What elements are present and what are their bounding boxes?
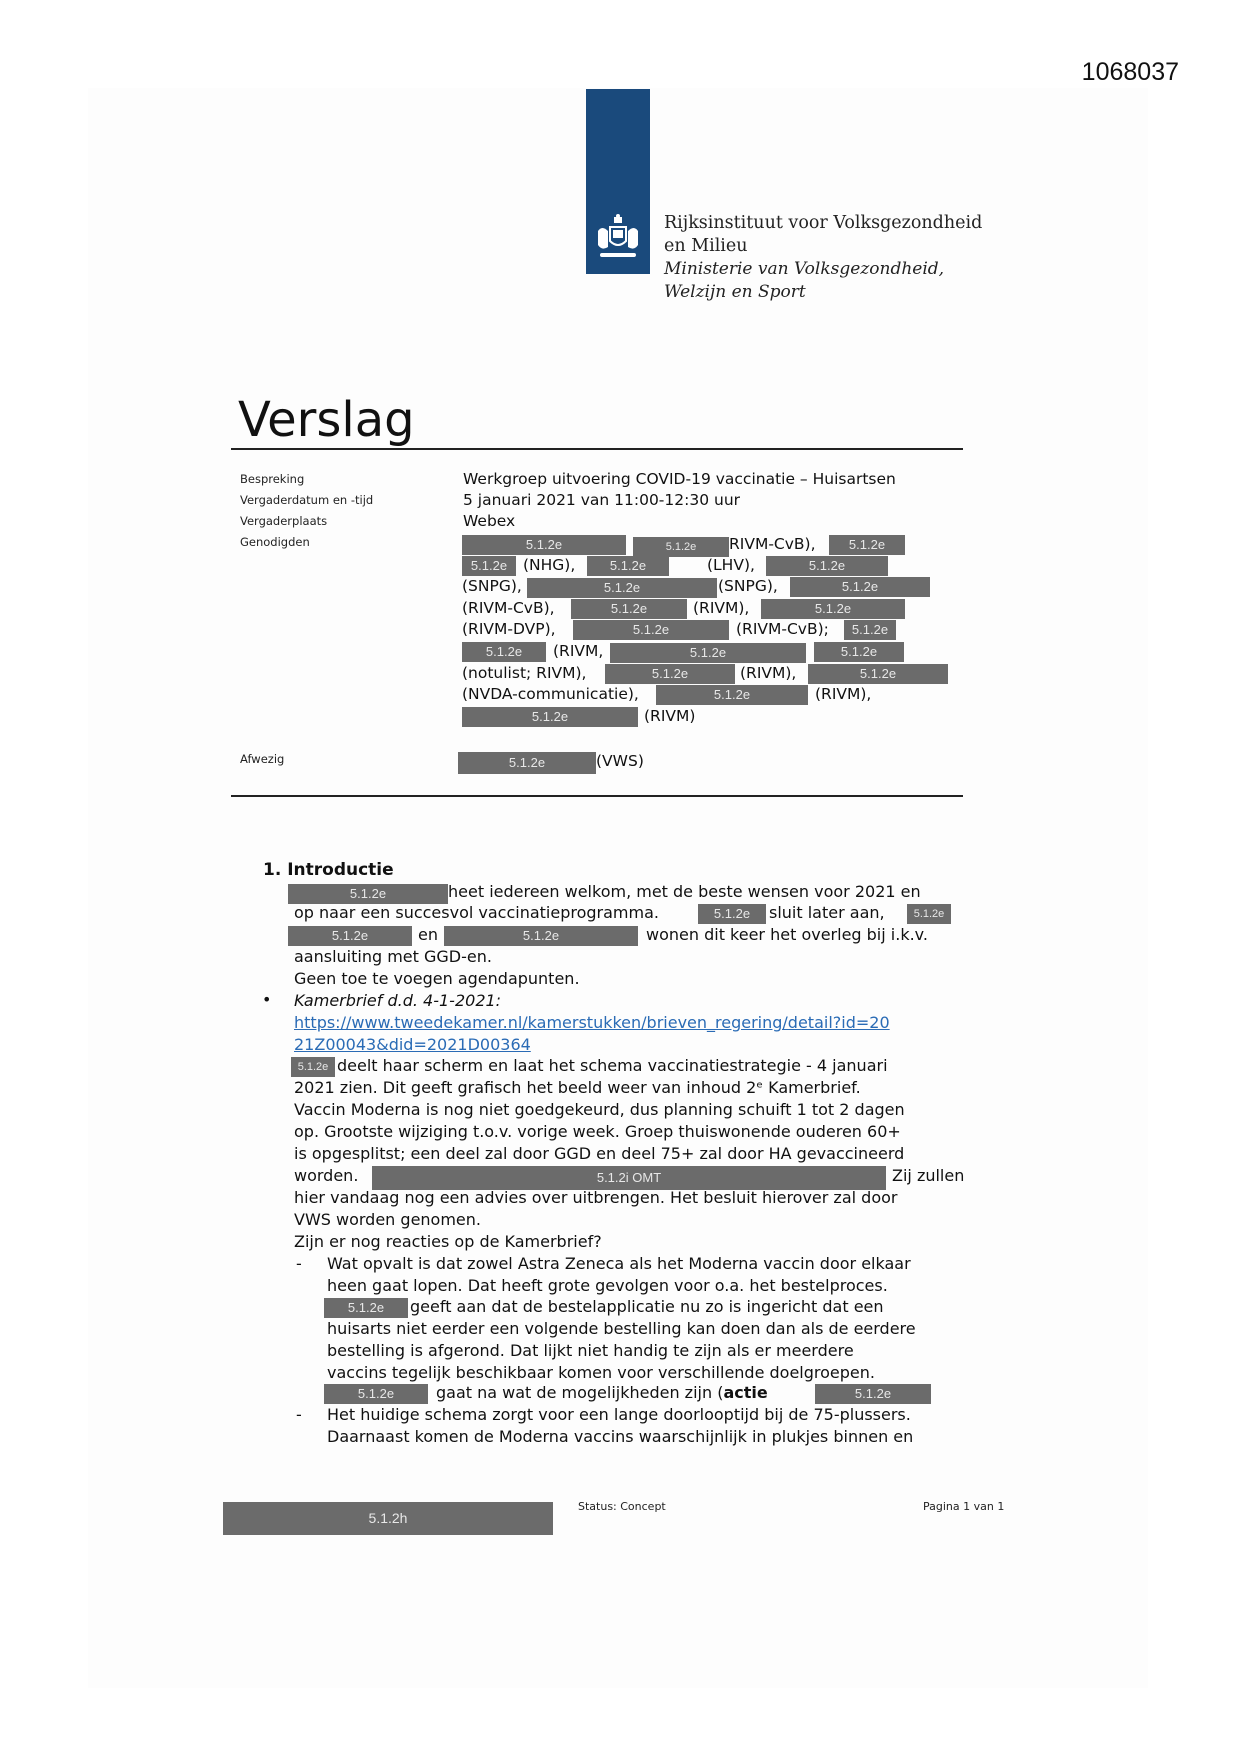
reactie-1-line-6: vaccins tegelijk beschikbaar komen voor verschillende doelgroepen. <box>327 1363 875 1382</box>
genodigde-org: (RIVM), <box>740 664 797 682</box>
genodigde-org: (NHG), <box>523 556 576 574</box>
reactie-2-line-2: Daarnaast komen de Moderna vaccins waarschijnlijk in plukjes binnen en <box>327 1427 914 1446</box>
redaction: 5.1.2e <box>829 535 905 555</box>
reactie-2-line-1: Het huidige schema zorgt voor een lange doorlooptijd bij de 75-plussers. <box>327 1405 911 1424</box>
dash-icon: - <box>296 1254 302 1273</box>
dash-icon: - <box>296 1405 302 1424</box>
kamerbrief-link-line-2[interactable]: 21Z00043&did=2021D00364 <box>294 1035 531 1054</box>
reactie-1-line-7 <box>436 1382 768 1404</box>
kamerbrief-line-4: op. Grootste wijziging t.o.v. vorige week. Groep thuiswonende ouderen 60+ <box>294 1122 901 1141</box>
genodigde-org: RIVM-CvB), <box>729 535 816 553</box>
redaction: 5.1.2e <box>444 926 638 946</box>
status-label: Status: Concept <box>578 1500 666 1513</box>
redaction: 5.1.2e <box>815 1384 931 1404</box>
kamerbrief-line-9: Zijn er nog reacties op de Kamerbrief? <box>294 1232 602 1251</box>
redaction: 5.1.2e <box>324 1384 428 1404</box>
organization-name <box>664 212 982 304</box>
kamerbrief-link-line-1[interactable]: https://www.tweedekamer.nl/kamerstukken/brieven_regering/detail?id=20 <box>294 1013 890 1032</box>
reactie-1-line-1: Wat opvalt is dat zowel Astra Zeneca als het Moderna vaccin door elkaar <box>327 1254 911 1273</box>
redaction: 5.1.2e <box>288 926 412 946</box>
page-title: Verslag <box>238 392 415 448</box>
ministry-line-2: Welzijn en Sport <box>664 282 806 302</box>
genodigde-org: (RIVM-CvB), <box>462 599 555 617</box>
intro-line-5: Geen toe te voegen agendapunten. <box>294 969 580 988</box>
redaction: 5.1.2e <box>527 578 717 598</box>
genodigde-org: (RIVM-CvB); <box>736 620 829 638</box>
kamerbrief-line-2: 2021 zien. Dit geeft grafisch het beeld weer van inhoud 2ᵉ Kamerbrief. <box>294 1078 861 1097</box>
kamerbrief-line-8: VWS worden genomen. <box>294 1210 481 1229</box>
document-id: 1068037 <box>1081 58 1179 86</box>
redaction: 5.1.2e <box>814 642 904 662</box>
title-divider <box>231 448 963 450</box>
redaction: 5.1.2e <box>288 884 448 904</box>
redaction: 5.1.2e <box>462 535 626 555</box>
redaction: 5.1.2e <box>808 664 948 684</box>
redaction: 5.1.2e <box>633 537 729 557</box>
kamerbrief-line-7: hier vandaag nog een advies over uitbrengen. Het besluit hierover zal door <box>294 1188 898 1207</box>
reactie-1-line-4: huisarts niet eerder een volgende bestelling kan doen dan als de eerdere <box>327 1319 916 1338</box>
redaction: 5.1.2e <box>458 752 596 774</box>
actie-label: actie <box>723 1383 768 1402</box>
kamerbrief-line-6a: worden. <box>294 1166 359 1185</box>
genodigde-org: (RIVM) <box>644 707 696 725</box>
redaction: 5.1.2e <box>656 685 808 705</box>
redaction: 5.1.2e <box>462 707 638 727</box>
genodigde-org: (notulist; RIVM), <box>462 664 587 682</box>
genodigde-org: (NVDA-communicatie), <box>462 685 639 703</box>
label-afwezig: Afwezig <box>240 752 285 766</box>
label-plaats: Vergaderplaats <box>240 514 328 528</box>
genodigde-org: (SNPG), <box>718 577 778 595</box>
redaction: 5.1.2e <box>587 556 669 576</box>
page-number: Pagina 1 van 1 <box>923 1500 1005 1513</box>
plaats-value: Webex <box>463 512 516 530</box>
genodigde-org: (RIVM, <box>553 642 604 660</box>
reactie-1-line-5: bestelling is afgerond. Dat lijkt niet handig te zijn als er meerdere <box>327 1341 854 1360</box>
reactie-1-line-3: geeft aan dat de bestelapplicatie nu zo is ingericht dat een <box>410 1297 884 1316</box>
kamerbrief-line-5: is opgesplitst; een deel zal door GGD en deel 75+ zal door HA gevaccineerd <box>294 1144 905 1163</box>
genodigde-org: (RIVM-DVP), <box>462 620 556 638</box>
intro-line-3a: en <box>418 925 438 944</box>
redaction: 5.1.2e <box>462 642 546 662</box>
redaction: 5.1.2e <box>907 904 951 924</box>
reactie-1-line-2: heen gaat lopen. Dat heeft grote gevolgen voor o.a. het bestelproces. <box>327 1276 888 1295</box>
redaction: 5.1.2e <box>571 599 687 619</box>
meta-divider <box>231 795 963 797</box>
redaction: 5.1.2e <box>324 1298 408 1318</box>
label-bespreking: Bespreking <box>240 472 305 486</box>
redaction: 5.1.2e <box>790 577 930 597</box>
intro-line-4: aansluiting met GGD-en. <box>294 947 492 966</box>
rijksoverheid-logo-bar <box>586 89 650 274</box>
intro-line-1: heet iedereen welkom, met de beste wensen voor 2021 en <box>448 882 921 901</box>
genodigde-org: (LHV), <box>707 556 755 574</box>
genodigde-org: (RIVM), <box>693 599 750 617</box>
intro-line-2: op naar een succesvol vaccinatieprogramma. <box>294 903 659 922</box>
redaction: 5.1.2e <box>573 620 729 640</box>
datum-value: 5 januari 2021 van 11:00-12:30 uur <box>463 491 741 509</box>
redaction: 5.1.2e <box>291 1057 335 1077</box>
redaction: 5.1.2e <box>462 556 516 576</box>
afwezig-org: (VWS) <box>596 752 644 770</box>
crest-icon <box>590 213 646 269</box>
kamerbrief-line-6b: Zij zullen <box>892 1166 965 1185</box>
redaction: 5.1.2e <box>761 599 905 619</box>
label-genodigden: Genodigden <box>240 535 310 549</box>
kamerbrief-line-1: deelt haar scherm en laat het schema vaccinatiestrategie - 4 januari <box>337 1056 888 1075</box>
section-heading-introductie: 1. Introductie <box>263 860 394 880</box>
footer-redaction: 5.1.2h <box>223 1502 553 1535</box>
redaction: 5.1.2e <box>610 643 806 663</box>
label-datum: Vergaderdatum en -tijd <box>240 493 374 507</box>
intro-line-2b: sluit later aan, <box>769 903 885 922</box>
org-line-1: Rijksinstituut voor Volksgezondheid <box>664 213 983 233</box>
kamerbrief-line-3: Vaccin Moderna is nog niet goedgekeurd, dus planning schuift 1 tot 2 dagen <box>294 1100 905 1119</box>
redaction: 5.1.2e <box>698 904 766 924</box>
org-line-2: en Milieu <box>664 236 748 256</box>
redaction: 5.1.2e <box>605 664 735 684</box>
ministry-line-1: Ministerie van Volksgezondheid, <box>664 259 945 279</box>
redaction: 5.1.2e <box>766 556 888 576</box>
bespreking-value: Werkgroep uitvoering COVID-19 vaccinatie – Huisartsen <box>463 470 896 488</box>
bullet-icon: • <box>262 990 272 1009</box>
redaction: 5.1.2e <box>844 620 896 640</box>
kamerbrief-title: Kamerbrief d.d. 4-1-2021: <box>294 991 502 1010</box>
genodigde-org: (RIVM), <box>815 685 872 703</box>
genodigde-org: (SNPG), <box>462 577 522 595</box>
redaction-omt: 5.1.2i OMT <box>372 1166 886 1190</box>
intro-line-3b: wonen dit keer het overleg bij i.k.v. <box>646 925 928 944</box>
reactie-1-line-7-text: gaat na wat de mogelijkheden zijn ( <box>436 1383 724 1402</box>
